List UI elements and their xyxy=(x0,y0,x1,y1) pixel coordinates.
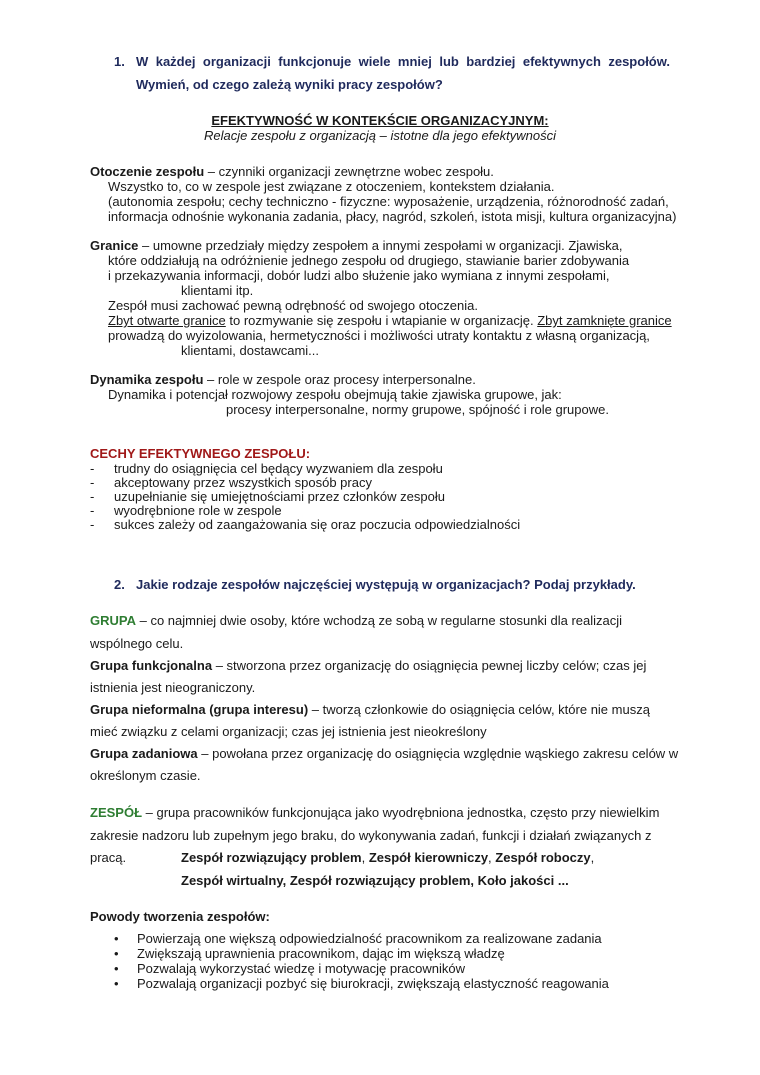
powody-item: Pozwalają organizacji pozbyć się biurokracji, zwiększają elastyczność reagowania xyxy=(137,976,609,991)
zespol-term: ZESPÓŁ xyxy=(90,805,143,820)
zespol-definition: – grupa pracowników funkcjonująca jako wyodrębniona jednostka, często przy niewielkim xyxy=(142,805,660,820)
zespol-example: Zespół kierowniczy xyxy=(368,850,489,865)
otoczenie-line-1 xyxy=(90,164,494,179)
powody-item: Pozwalają wykorzystać wiedzę i motywację pracowników xyxy=(137,961,466,976)
otoczenie-term: Otoczenie zespołu xyxy=(90,164,205,179)
cechy-dash: - xyxy=(90,517,95,532)
cechy-item: wyodrębnione role w zespole xyxy=(114,503,282,518)
bullet-icon: • xyxy=(114,961,119,976)
nieformalna-line-2: mieć związku z celami organizacji; czas jej istnienia jest nieokreślony xyxy=(90,724,487,739)
funkcjonalna-term: Grupa funkcjonalna xyxy=(90,658,213,673)
granice-open-borders: Zbyt otwarte granice xyxy=(108,313,226,328)
granice-line-2: które oddziałują na odróżnienie jednego zespołu od drugiego, stawianie barier zdobywania xyxy=(108,253,630,268)
granice-line-1 xyxy=(90,238,623,253)
zespol-line-1 xyxy=(90,805,659,820)
question-1-line-1: W każdej organizacji funkcjonuje wiele mniej lub bardziej efektywnych zespołów. xyxy=(136,54,670,69)
zespol-line-3: pracą. xyxy=(90,850,127,865)
grupa-line-2: wspólnego celu. xyxy=(90,636,184,651)
bullet-icon: • xyxy=(114,931,119,946)
granice-line-3: i przekazywania informacji, dobór ludzi albo służenie jako wymiana z innymi zespołami, xyxy=(108,268,610,283)
context-title: EFEKTYWNOŚĆ W KONTEKŚCIE ORGANIZACYJNYM: xyxy=(211,113,549,128)
zadaniowa-line-1 xyxy=(90,746,678,761)
dynamika-definition: – role w zespole oraz procesy interpersonalne. xyxy=(203,372,476,387)
bullet-icon: • xyxy=(114,946,119,961)
dynamika-term: Dynamika zespołu xyxy=(90,372,204,387)
question-2-text: Jakie rodzaje zespołów najczęściej występują w organizacjach? Podaj przykłady. xyxy=(136,577,636,592)
zespol-example: Zespół rozwiązujący problem xyxy=(181,850,362,865)
funkcjonalna-definition: – stworzona przez organizację do osiągnięcia pewnej liczby celów; czas jej xyxy=(212,658,647,673)
granice-closed-borders: Zbyt zamknięte granice xyxy=(537,313,672,328)
powody-item: Zwiększają uprawnienia pracownikom, dając im większą władzę xyxy=(137,946,505,961)
zadaniowa-definition: – powołana przez organizację do osiągnięcia względnie wąskiego zakresu celów w xyxy=(197,746,679,761)
zadaniowa-term: Grupa zadaniowa xyxy=(90,746,198,761)
otoczenie-line-4: informacja odnośnie wykonania zadania, płacy, nagród, szkoleń, istota misji, kultura organizacyjna) xyxy=(108,209,677,224)
zespol-line-2: zakresie nadzoru lub zupełnym jego braku, do wykonywania zadań, funkcji i działań związanych z xyxy=(90,828,652,843)
question-1-line-2: Wymień, od czego zależą wyniki pracy zespołów? xyxy=(136,77,443,92)
zespol-example: Zespół roboczy xyxy=(495,850,591,865)
cechy-dash: - xyxy=(90,489,95,504)
cechy-title: CECHY EFEKTYWNEGO ZESPOŁU: xyxy=(90,446,311,461)
funkcjonalna-line-2: istnienia jest nieograniczony. xyxy=(90,680,256,695)
cechy-item: akceptowany przez wszystkich sposób pracy xyxy=(114,475,372,490)
cechy-dash: - xyxy=(90,461,95,476)
cechy-item: uzupełnianie się umiejętnościami przez członków zespołu xyxy=(114,489,445,504)
cechy-dash: - xyxy=(90,475,95,490)
powody-item: Powierzają one większą odpowiedzialność pracownikom za realizowane zadania xyxy=(137,931,602,946)
dynamika-line-1 xyxy=(90,372,476,387)
dynamika-line-2: Dynamika i potencjał rozwojowy zespołu obejmują takie zjawiska grupowe, jak: xyxy=(108,387,562,402)
otoczenie-line-3: (autonomia zespołu; cechy techniczno - fizyczne: wyposażenie, urządzenia, różnorodność zadań, xyxy=(108,194,669,209)
granice-line-7: prowadzą do wyizolowania, hermetyczności i możliwości utraty kontaktu z własną organizacją, xyxy=(108,328,650,343)
nieformalna-term: Grupa nieformalna (grupa interesu) xyxy=(90,702,309,717)
granice-line-5: Zespół musi zachować pewną odrębność od swojego otoczenia. xyxy=(108,298,478,313)
bullet-icon: • xyxy=(114,976,119,991)
granice-line-8: klientami, dostawcami... xyxy=(181,343,319,358)
cechy-dash: - xyxy=(90,503,95,518)
dynamika-line-3: procesy interpersonalne, normy grupowe, spójność i role grupowe. xyxy=(226,402,609,417)
nieformalna-definition: – tworzą członkowie do osiągnięcia celów, które nie muszą xyxy=(308,702,650,717)
grupa-term: GRUPA xyxy=(90,613,136,628)
zespol-examples-1: Zespół rozwiązujący problem, Zespół kierowniczy, Zespół roboczy, xyxy=(181,850,595,865)
granice-line-4: klientami itp. xyxy=(181,283,254,298)
context-subtitle: Relacje zespołu z organizacją – istotne dla jego efektywności xyxy=(204,128,556,143)
cechy-item: trudny do osiągnięcia cel będący wyzwaniem dla zespołu xyxy=(114,461,443,476)
question-1-number: 1. xyxy=(114,54,125,69)
granice-definition: – umowne przedziały między zespołem a innymi zespołami w organizacji. Zjawiska, xyxy=(138,238,623,253)
powody-title: Powody tworzenia zespołów: xyxy=(90,909,270,924)
funkcjonalna-line-1 xyxy=(90,658,646,673)
nieformalna-line-1 xyxy=(90,702,650,717)
zadaniowa-line-2: określonym czasie. xyxy=(90,768,201,783)
grupa-definition: – co najmniej dwie osoby, które wchodzą ze sobą w regularne stosunki dla realizacji xyxy=(135,613,623,628)
zespol-examples-2: Zespół wirtualny, Zespół rozwiązujący problem, Koło jakości ... xyxy=(181,873,569,888)
otoczenie-line-2: Wszystko to, co w zespole jest związane z otoczeniem, kontekstem działania. xyxy=(108,179,555,194)
otoczenie-definition: – czynniki organizacji zewnętrzne wobec zespołu. xyxy=(204,164,494,179)
question-2-number: 2. xyxy=(114,577,125,592)
granice-line-6 xyxy=(108,313,672,328)
cechy-item: sukces zależy od zaangażowania się oraz poczucia odpowiedzialności xyxy=(114,517,521,532)
granice-open-borders-text: to rozmywanie się zespołu i wtapianie w organizację. xyxy=(225,313,538,328)
grupa-line-1 xyxy=(90,613,622,628)
granice-term: Granice xyxy=(90,238,139,253)
